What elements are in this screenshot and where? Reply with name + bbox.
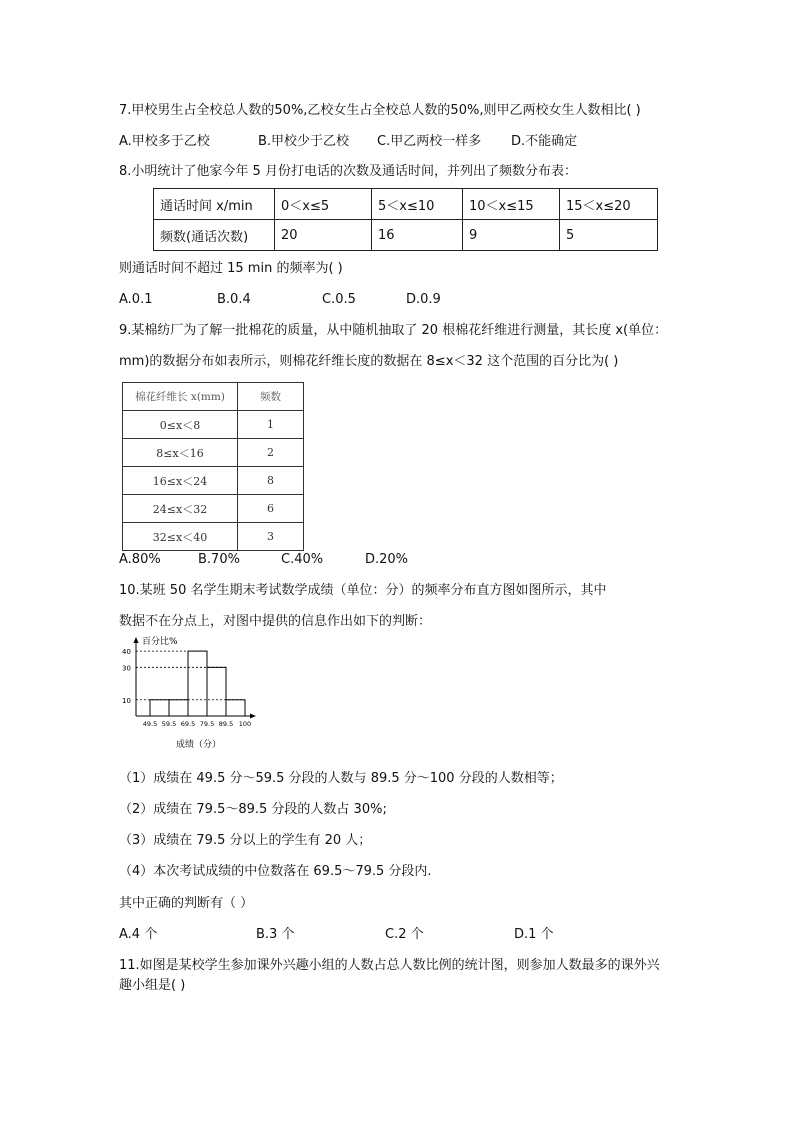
y-tick-label: 30 <box>122 664 131 673</box>
histogram-bar <box>207 667 226 716</box>
q9-option-a: A.80% <box>119 552 161 567</box>
q10-statement-2: （2）成绩在 79.5～89.5 分段的人数占 30%; <box>119 802 387 817</box>
y-tick-labels <box>122 648 131 705</box>
q8-options <box>119 291 719 309</box>
table-row <box>123 411 304 439</box>
q9-options <box>119 551 719 569</box>
q8-text: 8.小明统计了他家今年 5 月份打电话的次数及通话时间，并列出了频数分布表： <box>119 164 577 179</box>
q10-text-line2: 数据不在分点上，对图中提供的信息作出如下的判断： <box>119 614 432 629</box>
histogram-bar <box>169 700 188 716</box>
table-row <box>123 523 304 551</box>
q10-options <box>119 926 719 944</box>
q9-range-cell: 8≤x＜16 <box>123 439 238 467</box>
q8-question: 则通话时间不超过 15 min 的频率为( ) <box>119 261 343 276</box>
q9-count-cell: 1 <box>238 411 304 439</box>
q10-option-c: C.2 个 <box>385 927 424 942</box>
q9-count-cell: 3 <box>238 523 304 551</box>
q9-count-cell: 8 <box>238 467 304 495</box>
x-tick-label: 100 <box>238 720 252 728</box>
y-tick-label: 40 <box>122 648 131 657</box>
q8-row-cell: 20 <box>275 220 372 251</box>
q10-option-a: A.4 个 <box>119 927 158 942</box>
y-axis-label: 百分比% <box>142 637 178 647</box>
q9-option-d: D.20% <box>365 552 409 567</box>
q8-option-a: A.0.1 <box>119 292 153 307</box>
q8-row-cell: 9 <box>463 220 560 251</box>
y-axis-arrow-icon <box>134 637 139 643</box>
q9-count-cell: 6 <box>238 495 304 523</box>
q8-header-cell: 10＜x≤15 <box>463 189 560 220</box>
q10-option-b: B.3 个 <box>256 927 295 942</box>
q8-header-cell: 15＜x≤20 <box>560 189 658 220</box>
table-row <box>123 495 304 523</box>
q8-option-d: D.0.9 <box>406 292 441 307</box>
q9-text-line2: mm)的数据分布如表所示，则棉花纤维长度的数据在 8≤x＜32 这个范围的百分比为( ) <box>119 354 619 369</box>
q10-question: 其中正确的判断有（ ） <box>119 896 254 911</box>
q9-text-line1: 9.某棉纺厂为了解一批棉花的质量，从中随机抽取了 20 根棉花纤维进行测量，其长度 x(单位： <box>119 323 668 338</box>
q10-option-d: D.1 个 <box>514 927 554 942</box>
q9-range-cell: 32≤x＜40 <box>123 523 238 551</box>
q8-row-cell: 16 <box>372 220 463 251</box>
histogram-bars <box>150 651 245 716</box>
q10-statement-1: （1）成绩在 49.5 分～59.5 分段的人数与 89.5 分～100 分段的人数相等； <box>119 771 563 786</box>
q10-statement-4: （4）本次考试成绩的中位数落在 69.5～79.5 分段内. <box>119 864 432 879</box>
x-tick-label: 59.5 <box>161 720 177 728</box>
x-tick-label: 69.5 <box>180 720 196 728</box>
q7-option-b: B.甲校少于乙校 <box>258 134 350 149</box>
q9-fiber-table <box>122 382 304 551</box>
y-tick-label: 10 <box>122 696 131 705</box>
q8-frequency-table <box>153 188 658 251</box>
x-tick-labels <box>143 720 251 728</box>
x-tick-label: 49.5 <box>142 720 158 728</box>
x-axis-arrow-icon <box>250 714 256 719</box>
histogram-bar <box>150 700 169 716</box>
q8-header-cell: 0＜x≤5 <box>275 189 372 220</box>
q10-statement-3: （3）成绩在 79.5 分以上的学生有 20 人； <box>119 833 372 848</box>
q9-count-cell: 2 <box>238 439 304 467</box>
q11-text-line2: 趣小组是( ) <box>119 978 186 993</box>
q7-options <box>119 133 719 151</box>
q9-range-cell: 16≤x＜24 <box>123 467 238 495</box>
table-row <box>123 439 304 467</box>
histogram-bar <box>188 651 207 716</box>
q9-option-b: B.70% <box>198 552 240 567</box>
q8-option-b: B.0.4 <box>217 292 251 307</box>
q9-range-cell: 24≤x＜32 <box>123 495 238 523</box>
q9-header-cell: 棉花纤维长 x(mm) <box>123 383 238 411</box>
q11-text-line1: 11.如图是某校学生参加课外兴趣小组的人数占总人数比例的统计图，则参加人数最多的课外兴 <box>119 958 660 973</box>
histogram-bar <box>226 700 245 716</box>
q9-option-c: C.40% <box>281 552 324 567</box>
q7-text: 7.甲校男生占全校总人数的50%,乙校女生占全校总人数的50%,则甲乙两校女生人数相比( ) <box>119 103 641 118</box>
x-axis-label: 成绩（分） <box>176 740 222 750</box>
q7-option-a: A.甲校多于乙校 <box>119 134 210 149</box>
q8-header-cell: 5＜x≤10 <box>372 189 463 220</box>
q7-option-d: D.不能确定 <box>511 134 578 149</box>
histogram-guides <box>136 651 245 700</box>
q7-option-c: C.甲乙两校一样多 <box>377 134 482 149</box>
table-row <box>123 467 304 495</box>
score-histogram <box>112 634 262 764</box>
q10-text-line1: 10.某班 50 名学生期末考试数学成绩（单位：分）的频率分布直方图如图所示，其中 <box>119 583 607 598</box>
x-tick-label: 79.5 <box>199 720 215 728</box>
q8-option-c: C.0.5 <box>322 292 356 307</box>
q8-row-cell: 5 <box>560 220 658 251</box>
q8-row-cell: 频数(通话次数) <box>154 220 275 251</box>
q8-header-cell: 通话时间 x/min <box>154 189 275 220</box>
q9-range-cell: 0≤x＜8 <box>123 411 238 439</box>
q9-header-cell: 频数 <box>238 383 304 411</box>
x-tick-label: 89.5 <box>218 720 234 728</box>
